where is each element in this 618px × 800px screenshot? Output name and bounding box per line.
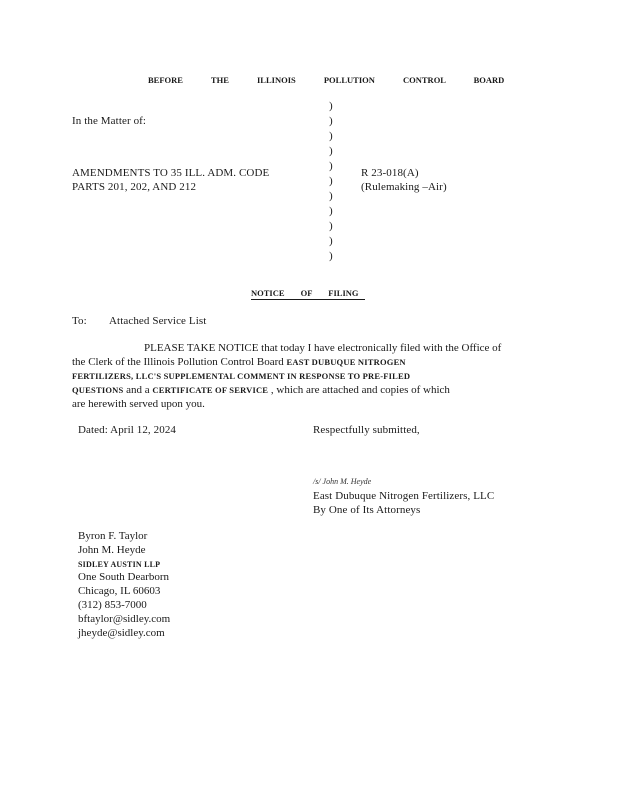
- firm-street: One South Dearborn: [78, 571, 170, 584]
- in-matter-of-label: In the Matter of:: [72, 115, 147, 127]
- by-attorneys-line: By One of Its Attorneys: [313, 504, 421, 516]
- body-line-4-caps-a: QUESTIONS: [72, 385, 124, 395]
- paren: ): [329, 130, 333, 142]
- board-heading: BEFORE THE ILLINOIS POLLUTION CONTROL BOARD: [148, 75, 505, 85]
- firm-phone: (312) 853-7000: [78, 598, 147, 611]
- paren: ): [329, 250, 333, 262]
- body-line-5: are herewith served upon you.: [72, 398, 205, 410]
- body-line-4-tail: , which are attached and copies of which: [270, 384, 450, 396]
- body-line-4: [72, 383, 540, 397]
- firm-city: Chicago, IL 60603: [78, 585, 161, 598]
- dated-line: Dated: April 12, 2024: [78, 424, 177, 436]
- body-line-4-text: and a: [126, 384, 150, 396]
- respectfully-submitted: Respectfully submitted,: [313, 424, 420, 436]
- body-line-1: PLEASE TAKE NOTICE that today I have electronically filed with the Office of: [144, 342, 502, 354]
- attorney-signature-block: [78, 530, 170, 640]
- paren: ): [329, 145, 333, 157]
- attorney-email-1: bftaylor@sidley.com: [78, 612, 171, 625]
- paren: ): [329, 175, 333, 187]
- attorney-name-1: Byron F. Taylor: [78, 530, 148, 542]
- to-label: To:: [72, 315, 87, 327]
- party-name: East Dubuque Nitrogen Fertilizers, LLC: [313, 490, 495, 502]
- paren: ): [329, 160, 333, 172]
- paren: ): [329, 100, 333, 112]
- caption-parentheses: [329, 99, 333, 264]
- notice-body: [72, 341, 540, 411]
- to-value: Attached Service List: [109, 315, 207, 327]
- docket-number: R 23-018(A): [361, 167, 419, 179]
- law-firm-name: SIDLEY AUSTIN LLP: [78, 559, 161, 569]
- attorney-name-2: John M. Heyde: [78, 543, 146, 556]
- notice-title-underline: [251, 299, 365, 300]
- body-line-3: FERTILIZERS, LLC'S SUPPLEMENTAL COMMENT IN RESPONSE TO PRE-FILED: [72, 371, 411, 381]
- paren: ): [329, 220, 333, 232]
- body-line-2-text: the Clerk of the Illinois Pollution Control Board: [72, 356, 284, 368]
- electronic-signature: /s/ John M. Heyde: [313, 477, 372, 486]
- paren: ): [329, 205, 333, 217]
- notice-title: NOTICE OF FILING: [251, 288, 359, 298]
- attorney-email-2: jheyde@sidley.com: [78, 626, 165, 639]
- body-line-2-caps: EAST DUBUQUE NITROGEN: [286, 357, 406, 367]
- caption-title-line1: AMENDMENTS TO 35 ILL. ADM. CODE: [72, 167, 270, 179]
- body-line-4-caps-b: CERTIFICATE OF SERVICE: [152, 385, 269, 395]
- paren: ): [329, 190, 333, 202]
- paren: ): [329, 115, 333, 127]
- body-line-2: [72, 355, 540, 369]
- paren: ): [329, 235, 333, 247]
- caption-title-line2: PARTS 201, 202, AND 212: [72, 181, 197, 193]
- docket-type: (Rulemaking –Air): [361, 181, 447, 193]
